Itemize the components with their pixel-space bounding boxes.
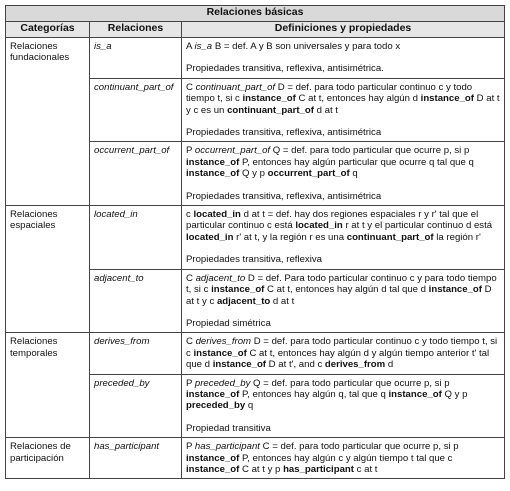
definition-segment: C xyxy=(186,81,196,93)
definition-segment: C xyxy=(186,336,196,348)
definition-segment: B = def. A y B son universales y para todo x xyxy=(212,41,401,52)
property-text: Propiedad simétrica xyxy=(186,317,271,329)
definition-segment: C xyxy=(186,272,196,284)
definition-segment: c at t xyxy=(353,463,378,475)
definition-segment: q xyxy=(349,168,358,180)
definition-text xyxy=(186,209,500,243)
definition-cell xyxy=(182,333,505,374)
definition-segment: r at t y el particular continuo d está xyxy=(342,220,493,232)
definition-segment: adjacent_to xyxy=(216,295,271,307)
definition-text xyxy=(186,336,500,370)
definition-segment: P, entonces hay algún particular que ocurre q tal que q xyxy=(239,156,474,168)
definition-segment: continuant_part_of xyxy=(346,231,434,243)
definition-segment: located_in xyxy=(186,231,234,243)
definition-cell xyxy=(182,374,505,438)
definition-segment: D at t', and c xyxy=(266,359,325,371)
definition-segment: d at t xyxy=(313,104,338,116)
header-relaciones: Relaciones xyxy=(90,22,182,38)
definition-segment: instance_of xyxy=(186,156,240,168)
property-text: Propiedades transitiva, reflexiva xyxy=(186,254,322,266)
table-row xyxy=(6,333,505,374)
definition-segment: continuant_part_of xyxy=(195,81,276,93)
definition-segment: derives_from xyxy=(195,336,252,348)
property-text: Propiedad transitiva xyxy=(186,422,271,434)
definition-segment: preceded_by xyxy=(194,377,251,389)
definition-segment: d xyxy=(385,359,394,371)
definition-segment: instance_of xyxy=(388,388,442,400)
relations-table xyxy=(5,5,505,479)
category-cell: Relaciones fundacionales xyxy=(6,38,90,206)
definition-segment: C at t, entonces hay algún d xyxy=(295,93,421,105)
definition-segment: C = def. para todo particular que ocurre p, si p xyxy=(259,441,459,453)
definition-segment: P xyxy=(186,377,195,389)
property-text: Propiedades transitiva, reflexiva, antisimétrica xyxy=(186,190,382,202)
definition-segment: is_a xyxy=(194,41,213,52)
definition-segment: D at t y c es un xyxy=(186,93,500,116)
table-row xyxy=(6,38,505,79)
relation-cell: is_a xyxy=(90,38,182,79)
relation-cell: has_participant xyxy=(90,438,182,479)
definition-segment: instance_of xyxy=(186,463,240,475)
table-body xyxy=(6,38,505,479)
definition-segment: D at t y c xyxy=(186,284,492,307)
header-definiciones: Definiciones y propiedades xyxy=(182,22,505,38)
relation-cell: located_in xyxy=(90,206,182,270)
definition-text xyxy=(186,82,500,116)
relation-cell: continuant_part_of xyxy=(90,78,182,142)
definition-segment: D = def. Para todo particular continuo c y para todo tiempo t, si c xyxy=(186,272,497,296)
definition-segment: P, entonces hay algún c y algún tiempo t tal que c xyxy=(239,452,453,464)
definition-cell xyxy=(182,438,505,479)
definition-segment: C at t y p xyxy=(239,463,284,475)
definition-segment: instance_of xyxy=(186,168,240,180)
definition-segment: instance_of xyxy=(193,347,247,359)
definition-segment: d at t = def. hay dos regiones espaciales r y r' tal que el particular continuo c está xyxy=(186,209,479,232)
definition-segment: d at t xyxy=(270,295,295,307)
definition-segment: P xyxy=(186,145,195,157)
definition-cell xyxy=(182,78,505,142)
definition-cell xyxy=(182,206,505,270)
definition-cell xyxy=(182,38,505,79)
definition-segment: P, entonces hay algún q, tal que q xyxy=(239,388,389,400)
definition-segment: q xyxy=(245,400,254,412)
definition-segment: Q = def. para todo particular que ocurre p, si p xyxy=(270,145,470,157)
definition-cell xyxy=(182,269,505,333)
definition-segment: adjacent_to xyxy=(195,272,246,284)
definition-segment: A xyxy=(186,41,195,52)
definition-segment: instance_of xyxy=(428,284,482,296)
table-title: Relaciones básicas xyxy=(6,6,505,22)
relation-cell: occurrent_part_of xyxy=(90,142,182,206)
definition-text xyxy=(186,145,500,179)
definition-segment: derives_from xyxy=(324,359,386,371)
table-row xyxy=(6,206,505,270)
category-cell: Relaciones de participación xyxy=(6,438,90,479)
definition-segment: instance_of xyxy=(212,359,267,371)
category-cell: Relaciones temporales xyxy=(6,333,90,438)
table-row xyxy=(6,438,505,479)
definition-segment: preceded_by xyxy=(186,400,246,412)
definition-segment: Q y p xyxy=(239,168,268,180)
definition-segment: Q y p xyxy=(441,388,468,400)
definition-segment: C at t, entonces hay algún d tal que d xyxy=(264,284,429,296)
definition-segment: located_in xyxy=(193,209,241,221)
definition-text xyxy=(186,378,500,412)
definition-segment: la región r' xyxy=(433,231,481,243)
relations-table-container xyxy=(5,5,504,479)
relation-cell: derives_from xyxy=(90,333,182,374)
definition-segment: has_participant xyxy=(283,463,354,475)
definition-segment: instance_of xyxy=(242,93,296,105)
relation-cell: adjacent_to xyxy=(90,269,182,333)
definition-segment: c xyxy=(186,209,194,221)
definition-cell xyxy=(182,142,505,206)
definition-segment: Q = def. para todo particular que ocurre p, si p xyxy=(250,377,450,389)
definition-segment: D = def. para todo particular continuo c y todo tiempo t, si c xyxy=(186,81,473,105)
definition-segment: D = def. para todo particular continuo c y todo tiempo t, si c xyxy=(186,336,498,359)
definition-segment: P xyxy=(186,441,195,453)
property-text: Propiedades transitiva, reflexiva, antisimétrica xyxy=(186,127,382,139)
definition-segment: has_participant xyxy=(194,441,260,453)
definition-segment: instance_of xyxy=(186,388,240,400)
definition-segment: continuant_part_of xyxy=(227,104,314,116)
definition-segment: C at t, entonces hay algún d y algún tiempo anterior t' tal que d xyxy=(186,347,490,371)
definition-text xyxy=(186,273,500,307)
definition-text xyxy=(186,441,500,475)
definition-segment: r' at t, y la región r es una xyxy=(233,231,347,243)
definition-segment: instance_of xyxy=(420,93,474,105)
relation-cell: preceded_by xyxy=(90,374,182,438)
definition-segment: occurrent_part_of xyxy=(267,168,350,180)
category-cell: Relaciones espaciales xyxy=(6,206,90,333)
definition-segment: located_in xyxy=(295,220,343,232)
definition-text xyxy=(186,41,500,52)
definition-segment: instance_of xyxy=(211,284,265,296)
header-categorias: Categorías xyxy=(6,22,90,38)
definition-segment: instance_of xyxy=(186,452,240,464)
property-text: Propiedades transitiva, reflexiva, antisimétrica. xyxy=(186,63,384,75)
definition-segment: occurrent_part_of xyxy=(194,145,271,157)
